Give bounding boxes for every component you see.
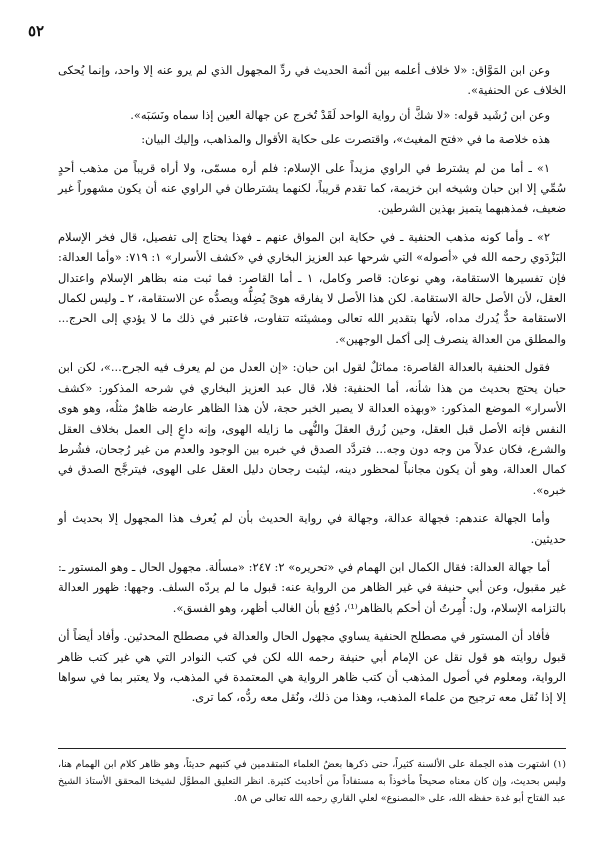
- paragraph-hanafi-adala: فقول الحنفية بالعدالة القاصرة: مماثلٌ لقول ابن حبان: «إن العدل من لم يعرف فيه الجرح...»، لكن ابن حبان يحتج بحديث من هذا شأنه، أما الحنفية: فلا، قال عبد العزيز البخاري في شرحه المذكور: «كشف الأسرار» الموضع المذكور: «وبهذه العدالة لا يصير الخبر حجة، لأن هذا الظاهر عارضه ظاهرٌ مثلُه، وهو هوى النفس فإنه الأصل قبل العقل، وحين زُرق العقلَ والنُّهى ما زايله الهوى، وإنه داعٍ إلى العمل بخلاف العقل والشرع، فكان عدلاً من وجه دون وجه... فتردَّد الصدق في خبره بين الوجود والعدم من غير رُجحان، فشُرط كمال العدالة، وهو أن يكون مجانباً لمحظور دينه، ليثبت رجحان دليل العقل على الهوى، فيترجَّح الصدق في خبره».: [58, 360, 566, 497]
- footnote-divider: [58, 748, 566, 749]
- main-text: [58, 60, 566, 716]
- paragraph-jahala: وأما الجهالة عندهم: فجهالة عدالة، وجهالة في رواية الحديث بأن لم يُعرف هذا المجهول إلا بحديث أو حديثين.: [58, 511, 566, 546]
- paragraph-ibn-humam: أما جهالة العدالة: فقال الكمال ابن الهمام في «تحريره» ٢: ٢٤٧: «مسألة. مجهول الحال ـ وهو المستور ـ: غير مقبول، وعن أبي حنيفة في غير الظاهر من الرواية عنه: قبول ما لم يردّه السلف. وجهها: ظهور العدالة بالتزامه الإسلام، ول: أُمِرتُ أن أحكم بالظاهر⁽¹⁾، دُفِع بأن الغالب أظهر، وهو الفسق».: [58, 559, 566, 615]
- footnote: (١) اشتهرت هذه الجملة على الألسنة كثيراً، حتى ذكرها بعضُ العلماء المتقدمين في كتبهم حديثاً، وهو ظاهر كلام ابن الهمام هنا، وليس بحديث، وإن كان معناه صحيحاً مأخوذاً به مستفاداً من أحاديث كثيرة. انظر التعليق المطوَّل لشيخنا المحقق الأستاذ الشيخ عبد الفتاح أبو غدة حفظه الله، على «المصنوع» لعلي القاري رحمه الله تعالى ص ٥٨.: [58, 759, 566, 804]
- paragraph-summary: هذه خلاصة ما في «فتح المغيث»، واقتصرت على حكاية الأقوال والمذاهب، وإليك البيان:: [141, 132, 550, 147]
- paragraph-point-2: ٢» ـ وأما كونه مذهب الحنفية ـ في حكاية ابن المواق عنهم ـ فهذا يحتاج إلى تفصيل، قال فخر الإسلام البَزْدَوي رحمه الله في «أصوله» التي شرحها عبد العزيز البخاري في «كشف الأسرار» ١: ٧١٩: «وأما العدالة: فإن تفسيرها الاستقامة، وهي نوعان: قاصر وكامل، ١ ـ أما القاصر: فما ثبت منه بظاهر الإسلام واعتدال العقل، لأن الأصل حالة الاستقامة. لكن هذا الأصل لا يفارقه هوىً يُضِلُّه ويصدُّه عن الاستقامة، ٢ ـ وليس لكمال الاستقامة حدٌّ يُدرك مداه، لأنها بتقدير الله تعالى ومشيئته تتفاوت، فاعتبر في ذلك ما لا يؤدي إلى الحرج... والمطلق من العدالة ينصرف إلى أكمل الوجهين».: [58, 229, 566, 346]
- paragraph-point-1: ١» ـ أما من لم يشترط في الراوي مزيداً على الإسلام: فلم أره مسمّى، ولا أراه قريباً من مذهب أحدٍ سُمِّي إلا ابن حبان وشيخه ابن خزيمة، كما تقدم قريباً، لكنهما يشترطان في الراوي عنه أن يكون مشهوراً غير ضعيف، فمذهبهما يتميز بهذين الشرطين.: [58, 160, 566, 216]
- page-number: ٥٢: [28, 22, 45, 40]
- paragraph-ibn-mawwaq: وعن ابن المَوَّاق: «لا خلاف أعلمه بين أئمة الحديث في ردِّ المجهول الذي لم يرو عنه إلا واحد، وإنما يُحكى الخلاف عن الحنفية».: [58, 63, 566, 98]
- paragraph-mastur: فأفاد أن المستور في مصطلح الحنفية يساوي مجهول الحال والعدالة في مصطلح المحدثين. وأفاد أيضاً أن قبول روايته هو قول نقل عن الإمام أبي حنيفة رحمه الله لكن في كتب النوادر التي هي غير كتب ظاهر الرواية، ومعلوم في أصول المذهب أن كتب ظاهر الرواية هي المعتمدة في المذهب، ولا يعتبر بما في سواها إلا إذا نُقل معه ترجيح من علماء المذهب، وهذا من ذلك، ونُقل معه ردُّه، كما ترى.: [58, 629, 566, 705]
- paragraph-ibn-rushayd: وعن ابن رُشَيد قوله: «لا شكَّ أن رواية الواحد لَقَدْ تُخرج عن جهالة العين إذا سماه ونَسَبَه».: [130, 107, 550, 122]
